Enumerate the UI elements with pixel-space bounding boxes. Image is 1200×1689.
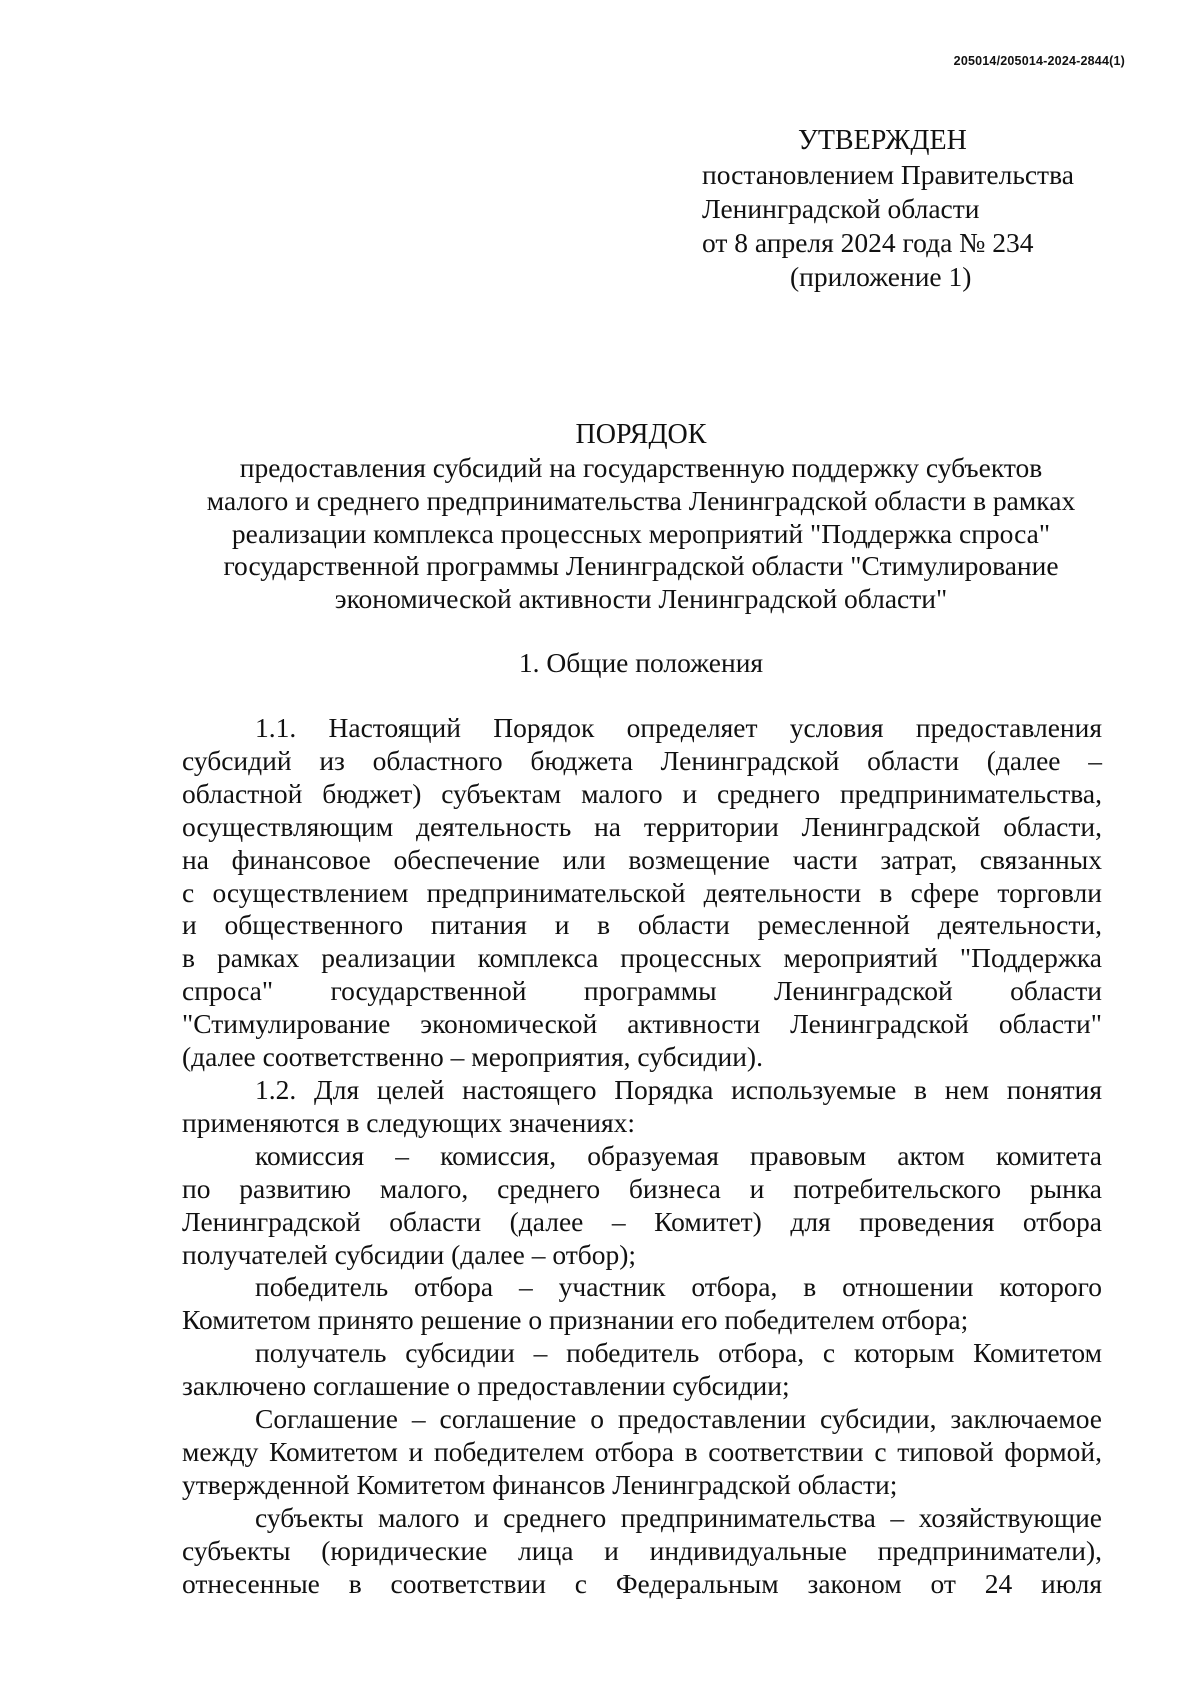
body-line: применяются в следующих значениях: xyxy=(182,1106,636,1138)
order-subtitle xyxy=(180,452,1102,616)
body-line: и общественного питания и в области ремесленной деятельности, xyxy=(182,909,1102,941)
body-line: победитель отбора – участник отбора, в отношении которого xyxy=(255,1271,1102,1303)
approval-stamp xyxy=(702,124,1142,294)
body-line: с осуществлением предпринимательской деятельности в сфере торговли xyxy=(182,876,1102,908)
order-title: ПОРЯДОК xyxy=(575,419,707,450)
approval-line-1: постановлением Правительства xyxy=(702,159,1074,190)
section-title: 1. Общие положения xyxy=(518,647,764,678)
body-line: 1.2. Для целей настоящего Порядка используемые в нем понятия xyxy=(255,1073,1102,1105)
order-subtitle-line: малого и среднего предпринимательства Ленинградской области в рамках xyxy=(206,484,1076,516)
body-line: в рамках реализации комплекса процессных мероприятий "Поддержка xyxy=(182,942,1102,974)
body-line: Ленинградской области (далее – Комитет) для проведения отбора xyxy=(182,1205,1102,1237)
body-line: осуществляющим деятельность на территории Ленинградской области, xyxy=(182,810,1102,842)
body-line: "Стимулирование экономической активности Ленинградской области" xyxy=(182,1008,1102,1040)
body-line: между Комитетом и победителем отбора в соответствии с типовой формой, xyxy=(182,1435,1102,1467)
approval-title: УТВЕРЖДЕН xyxy=(798,125,967,156)
approval-appendix: (приложение 1) xyxy=(790,261,972,292)
approval-line-2: Ленинградской области xyxy=(702,193,980,224)
order-subtitle-line: предоставления субсидий на государственную поддержку субъектов xyxy=(239,452,1043,483)
body-line: по развитию малого, среднего бизнеса и потребительского рынка xyxy=(182,1172,1102,1204)
body-line: на финансовое обеспечение или возмещение части затрат, связанных xyxy=(182,843,1102,875)
body-line: получатель субсидии – победитель отбора, с которым Комитетом xyxy=(255,1337,1102,1369)
order-subtitle-line: реализации комплекса процессных мероприятий "Поддержка спроса" xyxy=(231,517,1051,549)
body-line: 1.1. Настоящий Порядок определяет условия предоставления xyxy=(255,712,1102,743)
body-line: утвержденной Комитетом финансов Ленинградской области; xyxy=(182,1468,898,1500)
section-body xyxy=(182,712,1102,1600)
body-line: субсидий из областного бюджета Ленинградской области (далее – xyxy=(182,744,1102,776)
body-line: областной бюджет) субъектам малого и среднего предпринимательства, xyxy=(182,777,1102,809)
body-line: получателей субсидии (далее – отбор); xyxy=(182,1238,637,1270)
body-line: спроса" государственной программы Ленинградской области xyxy=(182,975,1102,1007)
body-line: субъекты (юридические лица и индивидуальные предприниматели), xyxy=(182,1534,1102,1566)
order-subtitle-line: государственной программы Ленинградской области "Стимулирование xyxy=(223,550,1059,582)
approval-line-3: от 8 апреля 2024 года № 234 xyxy=(702,227,1034,258)
body-line: комиссия – комиссия, образуемая правовым актом комитета xyxy=(255,1139,1102,1171)
body-line: (далее соответственно – мероприятия, субсидии). xyxy=(182,1041,763,1073)
document-id: 205014/205014-2024-2844(1) xyxy=(953,54,1125,68)
body-line: заключено соглашение о предоставлении субсидии; xyxy=(182,1370,790,1402)
body-line: Комитетом принято решение о признании его победителем отбора; xyxy=(182,1304,969,1336)
body-line: отнесенные в соответствии с Федеральным законом от 24 июля xyxy=(182,1567,1102,1599)
body-line: субъекты малого и среднего предпринимательства – хозяйствующие xyxy=(255,1501,1102,1533)
body-line: Соглашение – соглашение о предоставлении субсидии, заключаемое xyxy=(255,1403,1102,1435)
order-subtitle-line: экономической активности Ленинградской области" xyxy=(334,583,948,615)
